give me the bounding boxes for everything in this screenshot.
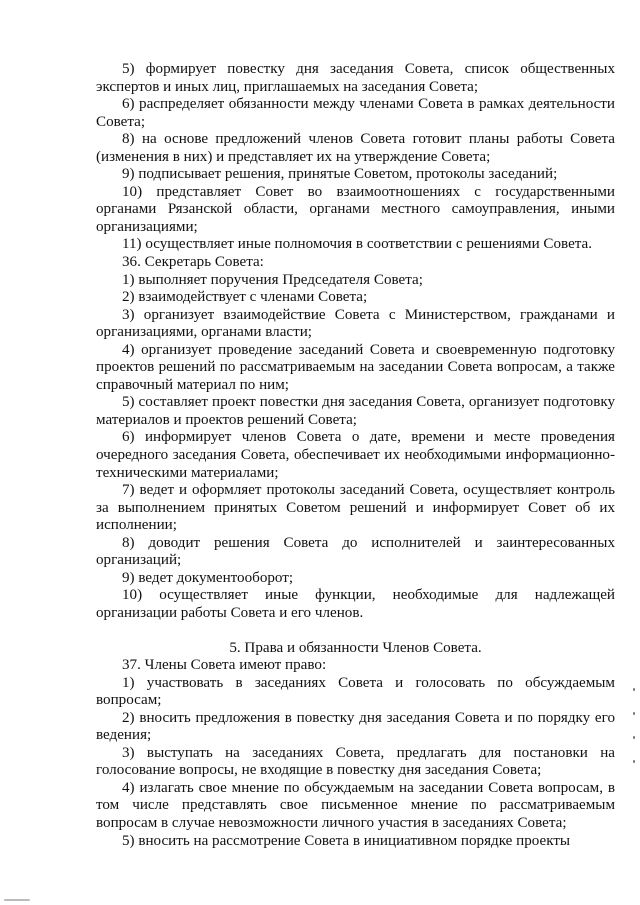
paragraph: 36. Секретарь Совета: [122,254,264,271]
paragraph: 9) подписывает решения, принятые Советом, протоколы заседаний; [122,166,558,183]
scan-speck [633,712,635,715]
section-heading: 5. Права и обязанности Членов Совета. [229,639,482,656]
paragraph: 5) вносить на рассмотрение Совета в инициативном порядке проекты [122,832,571,849]
paragraph: 5) формирует повестку дня заседания Совета, список общественных экспертов и иных лиц, приглашаемых на заседания Совета; [96,61,615,95]
paragraph: 8) доводит решения Совета до исполнителей и заинтересованных организаций; [96,534,615,569]
paragraph: 6) информирует членов Совета о дате, времени и месте проведения очередного заседания Совета, обеспечивает их необходимыми информационно-техническими материалами; [96,429,615,481]
paragraph: 6) распределяет обязанности между членами Совета в рамках деятельности Совета; [96,96,615,130]
paragraph: 4) организует проведение заседаний Совета и своевременную подготовку проектов решений по рассматриваемым на заседании Совета вопросам, а также справочный материал по ним; [96,341,615,393]
scan-speck [633,688,635,691]
document-body-bottom [96,657,615,850]
paragraph: 3) организует взаимодействие Совета с Министерством, гражданами и организациями, органами власти; [96,306,615,341]
paragraph: 10) представляет Совет во взаимоотношениях с государственными органами Рязанской области, органами местного самоуправления, иными организациями; [96,183,615,235]
paragraph: 2) взаимодействует с членами Совета; [122,289,368,306]
scan-speck [633,760,635,763]
paragraph: 1) участвовать в заседаниях Совета и голосовать по обсуждаемым вопросам; [96,674,615,709]
paragraph: 8) на основе предложений членов Совета готовит планы работы Совета (изменения в них) и представляет их на утверждение Совета; [96,131,615,165]
paragraph: 3) выступать на заседаниях Совета, предлагать для постановки на голосование вопросы, не входящие в повестку дня заседания Совета; [96,744,615,779]
document-body-top [96,61,615,623]
document-page [96,61,615,850]
scan-speck [633,736,635,739]
paragraph: 9) ведет документооборот; [122,569,294,586]
paragraph: 1) выполняет поручения Председателя Совета; [122,271,423,288]
paragraph: 4) излагать свое мнение по обсуждаемым на заседании Совета вопросам, в том числе представлять свое письменное мнение по рассматриваемым вопросам в случае невозможности личного участия в заседаниях Совета; [96,779,615,831]
paragraph: 5) составляет проект повестки дня заседания Совета, организует подготовку материалов и проектов решений Совета; [96,394,615,428]
paragraph: 10) осуществляет иные функции, необходимые для надлежащей организации работы Совета и его членов. [96,587,615,621]
paragraph: 37. Члены Совета имеют право: [122,657,327,674]
scan-speck [4,899,30,901]
paragraph: 11) осуществляет иные полномочия в соответствии с решениями Совета. [122,236,593,253]
paragraph: 7) ведет и оформляет протоколы заседаний Совета, осуществляет контроль за выполнением принятых Советом решений и информирует Совет об их исполнении; [96,482,615,534]
paragraph: 2) вносить предложения в повестку дня заседания Совета и по порядку его ведения; [96,709,615,744]
